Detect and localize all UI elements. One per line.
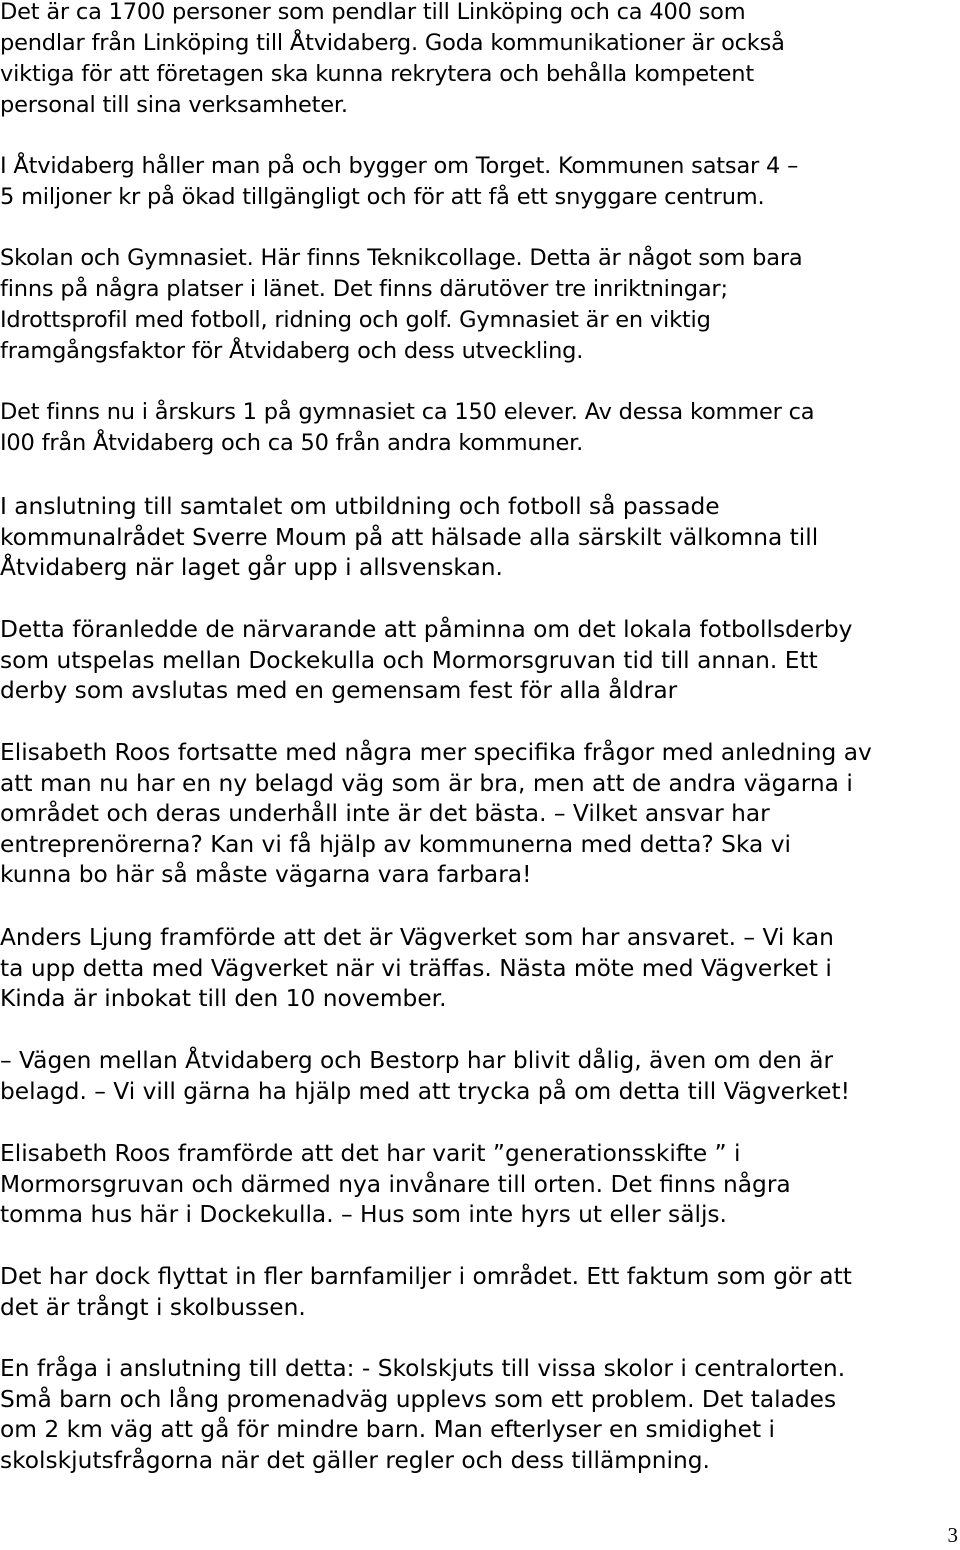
paragraph-roads: Elisabeth Roos fortsatte med några mer specifika frågor med anledning av att man nu har en ny belagd väg som är bra, men att de andra vägarna i området och deras underhåll inte är det bästa. – Vilket ansvar har entreprenörerna? Kan vi få hjälp av kommunerna med detta? Ska vi kunna bo här så måste vägarna vara farbara! <box>0 739 872 888</box>
page-number: 3 <box>947 1523 958 1547</box>
paragraph-commuting: Det är ca 1700 personer som pendlar till Linköping och ca 400 som pendlar från Linköping till Åtvidaberg. Goda kommunikationer är också viktiga för att företagen ska kunna rekrytera och behålla kompetent personal till sina verksamheter. <box>0 0 785 118</box>
paragraph-school-bus: En fråga i anslutning till detta: - Skolskjuts till vissa skolor i centralorten. Små barn och lång promenadväg upplevs som ett problem. Det talades om 2 km väg att gå för mindre barn. Man efterlyser en smidighet i skolskjutsfrågorna när det gäller regler och dess tillämpning. <box>0 1355 846 1474</box>
paragraph-derby: Detta föranledde de närvarande att påminna om det lokala fotbollsderby som utspelas mellan Dockekulla och Mormorsgruvan tid till annan. Ett derby som avslutas med en gemensam fest för alla åldrar <box>0 616 853 704</box>
paragraph-bestorp: – Vägen mellan Åtvidaberg och Bestorp har blivit dålig, även om den är belagd. – Vi vill gärna ha hjälp med att trycka på om detta till Vägverket! <box>0 1047 850 1105</box>
paragraph-families: Det har dock flyttat in fler barnfamiljer i området. Ett faktum som gör att det är trångt i skolbussen. <box>0 1263 852 1321</box>
paragraph-students: Det finns nu i årskurs 1 på gymnasiet ca 150 elever. Av dessa kommer ca I00 från Åtvidaberg och ca 50 från andra kommuner. <box>0 399 815 456</box>
paragraph-torget: I Åtvidaberg håller man på och bygger om Torget. Kommunen satsar 4 – 5 miljoner kr på ökad tillgängligt och för att få ett snyggare centrum. <box>0 153 799 210</box>
paragraph-vagverket: Anders Ljung framförde att det är Vägverket som har ansvaret. – Vi kan ta upp detta med Vägverket när vi träffas. Nästa möte med Vägverket i Kinda är inbokat till den 10 november. <box>0 924 834 1012</box>
paragraph-football: I anslutning till samtalet om utbildning och fotboll så passade kommunalrådet Sverre Moum på att hälsade alla särskilt välkomna till Åtvidaberg när laget går upp i allsvenskan. <box>0 493 819 581</box>
paragraph-school: Skolan och Gymnasiet. Här finns Teknikcollage. Detta är något som bara finns på några platser i länet. Det finns därutöver tre inriktningar; Idrottsprofil med fotboll, ridning och golf. Gymnasiet är en viktig framgångsfaktor för Åtvidaberg och dess utveckling. <box>0 245 803 364</box>
paragraph-generation: Elisabeth Roos framförde att det har varit ”generationsskifte ” i Mormorsgruvan och därmed nya invånare till orten. Det finns några tomma hus här i Dockekulla. – Hus som inte hyrs ut eller säljs. <box>0 1140 791 1228</box>
